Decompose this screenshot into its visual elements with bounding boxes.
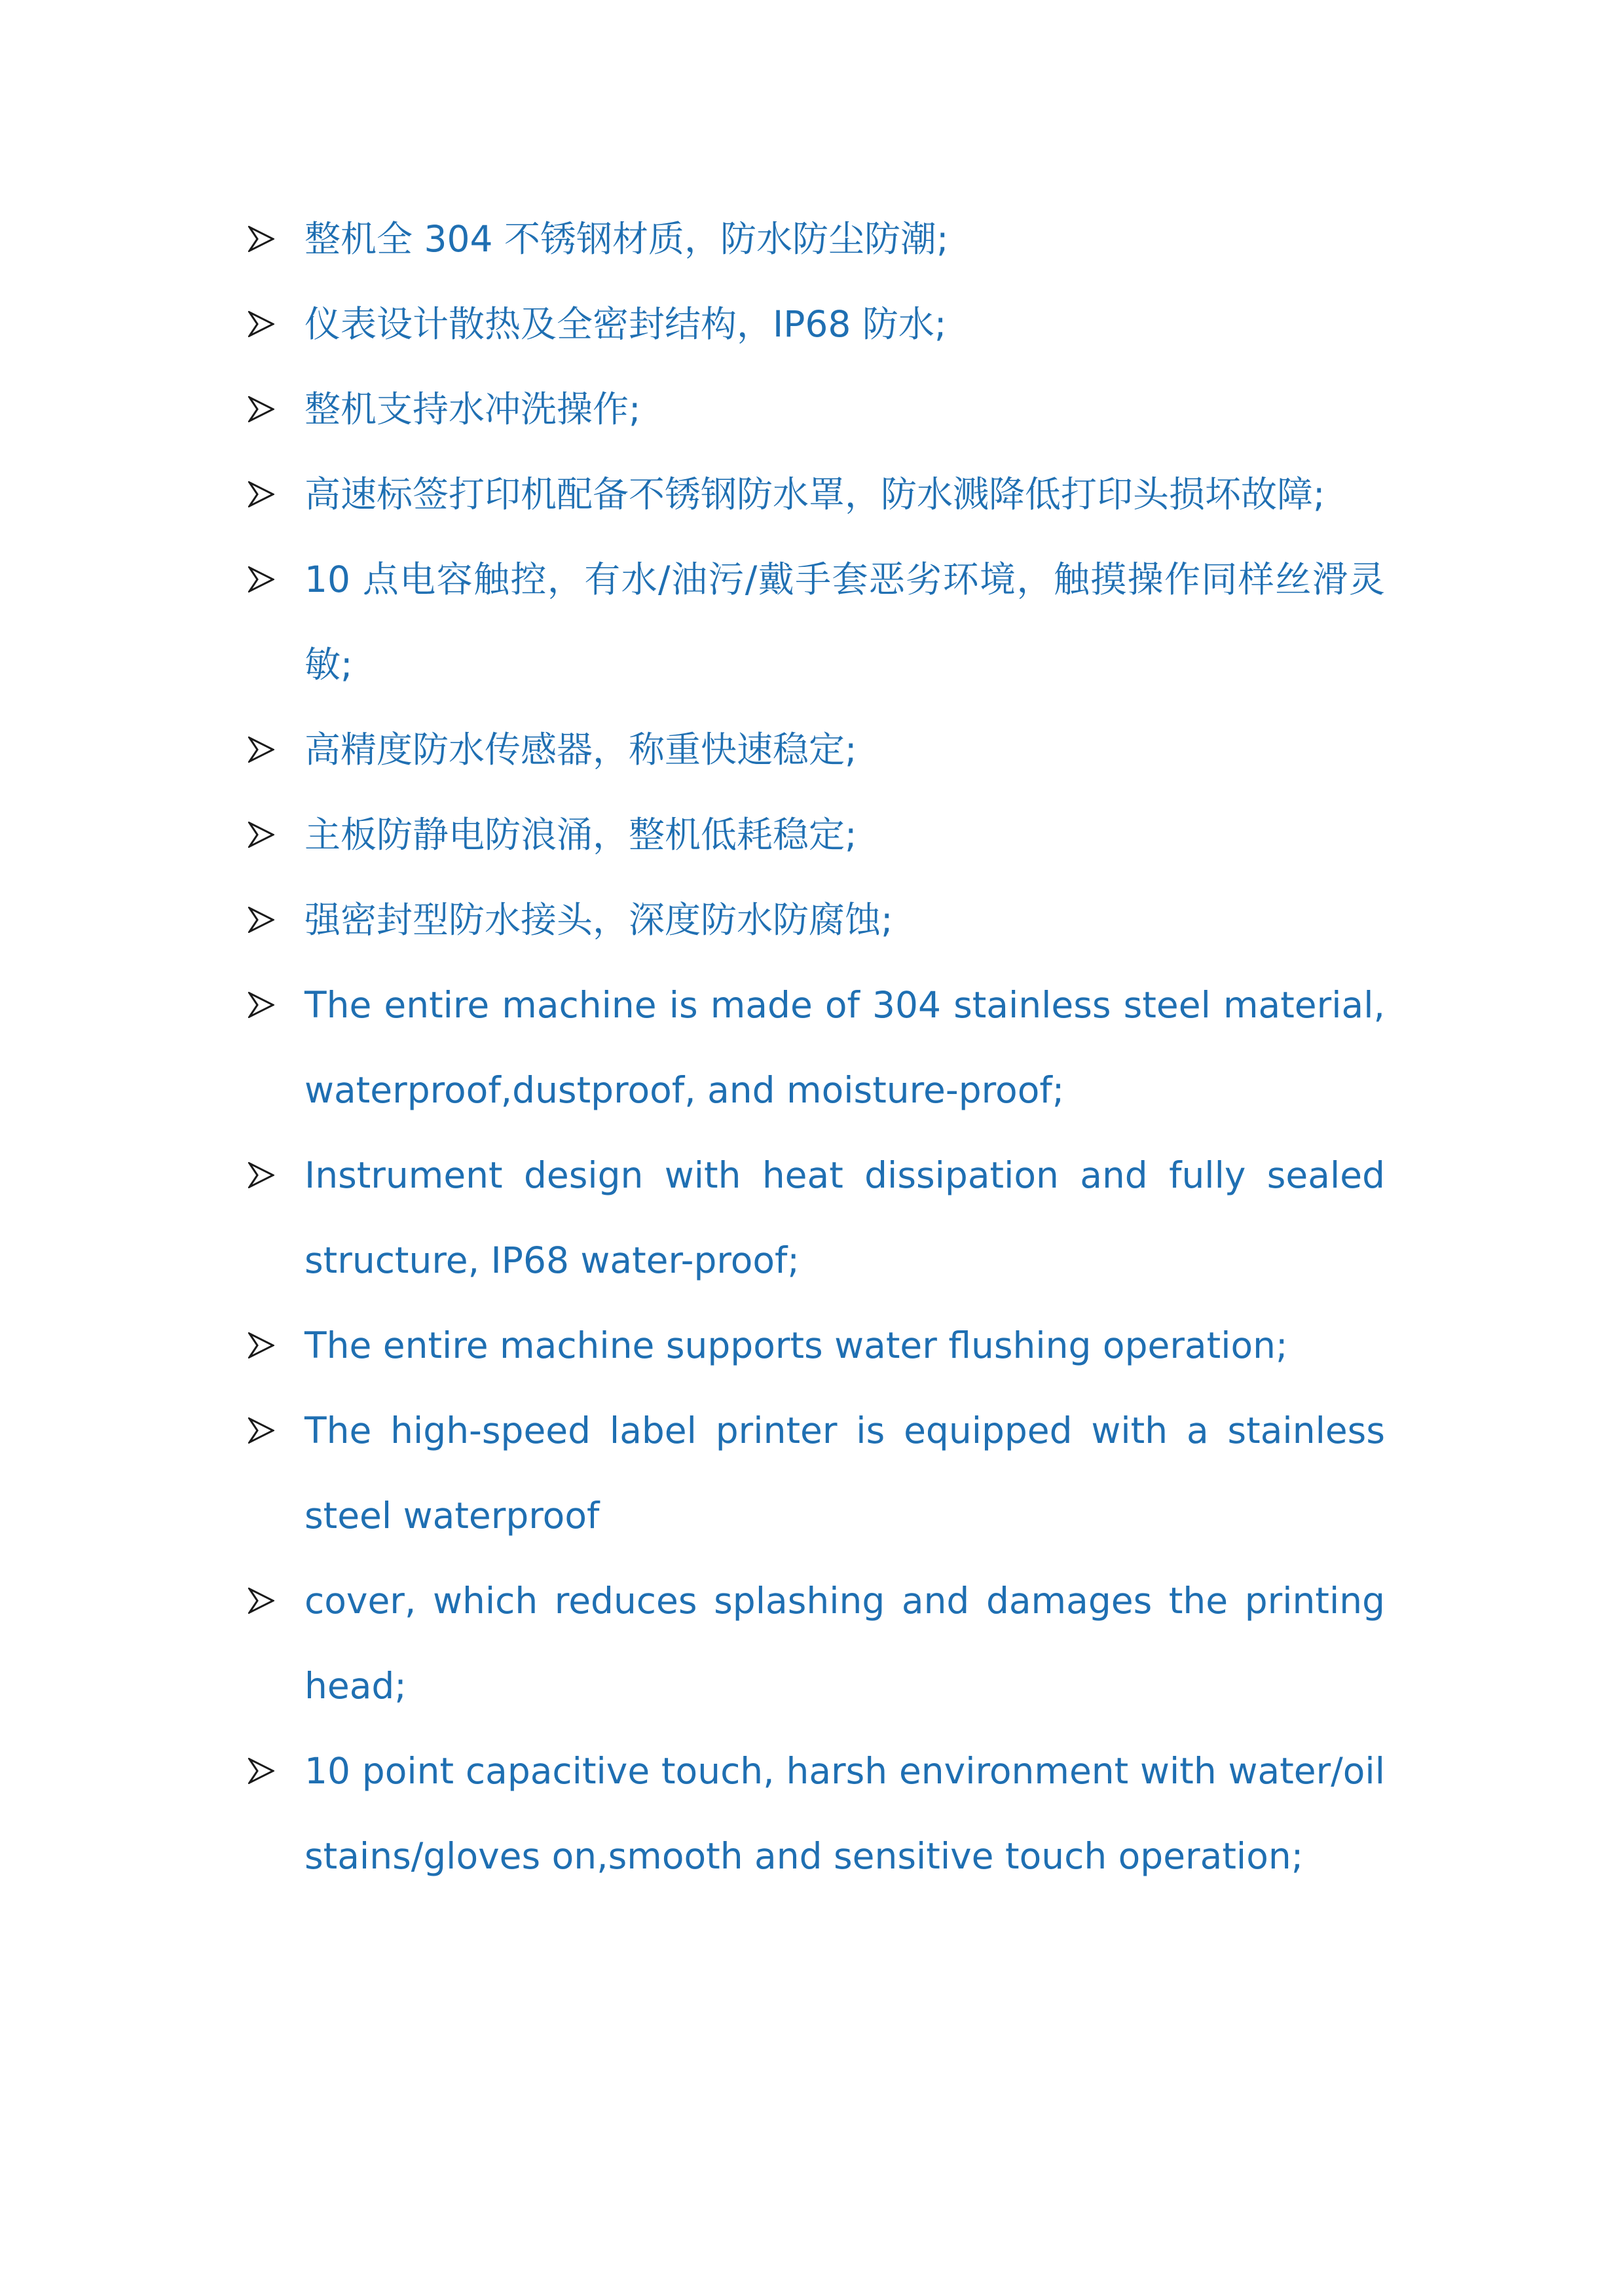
list-item-text: cover, which reduces splashing and damages the printing head;: [304, 1580, 1385, 1707]
feature-list: [246, 196, 1385, 1899]
list-item-text: 高精度防水传感器，称重快速稳定;: [304, 729, 857, 771]
list-item-text: Instrument design with heat dissipation and fully sealed structure, IP68 water-proof;: [304, 1154, 1385, 1281]
arrowhead-bullet-icon: [246, 1303, 291, 1388]
arrowhead-bullet-icon: [246, 1388, 291, 1473]
list-item: [246, 1728, 1385, 1899]
list-item: [246, 1558, 1385, 1728]
arrowhead-bullet-icon: [246, 962, 291, 1048]
list-item-text: The high-speed label printer is equipped with a stainless steel waterproof: [304, 1410, 1385, 1537]
list-item: [246, 367, 1385, 452]
list-item-text: 整机全 304 不锈钢材质，防水防尘防潮;: [304, 218, 949, 260]
list-item: [246, 537, 1385, 707]
arrowhead-bullet-icon: [246, 282, 291, 367]
list-item-text: 主板防静电防浪涌，整机低耗稳定;: [304, 814, 857, 856]
arrowhead-bullet-icon: [246, 1728, 291, 1813]
list-item-text: 10 point capacitive touch, harsh environment with water/oil stains/gloves on,smooth and sensitive touch operation;: [304, 1750, 1385, 1877]
list-item: [246, 707, 1385, 792]
list-item: [246, 877, 1385, 962]
list-item: [246, 792, 1385, 877]
arrowhead-bullet-icon: [246, 537, 291, 622]
list-item-text: 整机支持水冲洗操作;: [304, 388, 641, 430]
arrowhead-bullet-icon: [246, 196, 291, 282]
arrowhead-bullet-icon: [246, 1133, 291, 1218]
arrowhead-bullet-icon: [246, 792, 291, 877]
list-item-text: The entire machine is made of 304 stainless steel material, waterproof,dustproof, and moisture-proof;: [304, 984, 1385, 1111]
list-item-text: The entire machine supports water flushing operation;: [304, 1324, 1288, 1366]
list-item: [246, 1388, 1385, 1558]
list-item-text: 仪表设计散热及全密封结构，IP68 防水;: [304, 303, 947, 345]
list-item: [246, 452, 1385, 537]
list-item-text: 10 点电容触控，有水/油污/戴手套恶劣环境，触摸操作同样丝滑灵敏;: [304, 558, 1385, 685]
arrowhead-bullet-icon: [246, 367, 291, 452]
list-item: [246, 196, 1385, 282]
arrowhead-bullet-icon: [246, 707, 291, 792]
list-item: [246, 282, 1385, 367]
arrowhead-bullet-icon: [246, 452, 291, 537]
arrowhead-bullet-icon: [246, 877, 291, 962]
arrowhead-bullet-icon: [246, 1558, 291, 1643]
list-item: [246, 962, 1385, 1133]
list-item-text: 强密封型防水接头，深度防水防腐蚀;: [304, 899, 893, 941]
list-item: [246, 1133, 1385, 1303]
list-item: [246, 1303, 1385, 1388]
list-item-text: 高速标签打印机配备不锈钢防水罩，防水溅降低打印头损坏故障;: [304, 473, 1325, 515]
